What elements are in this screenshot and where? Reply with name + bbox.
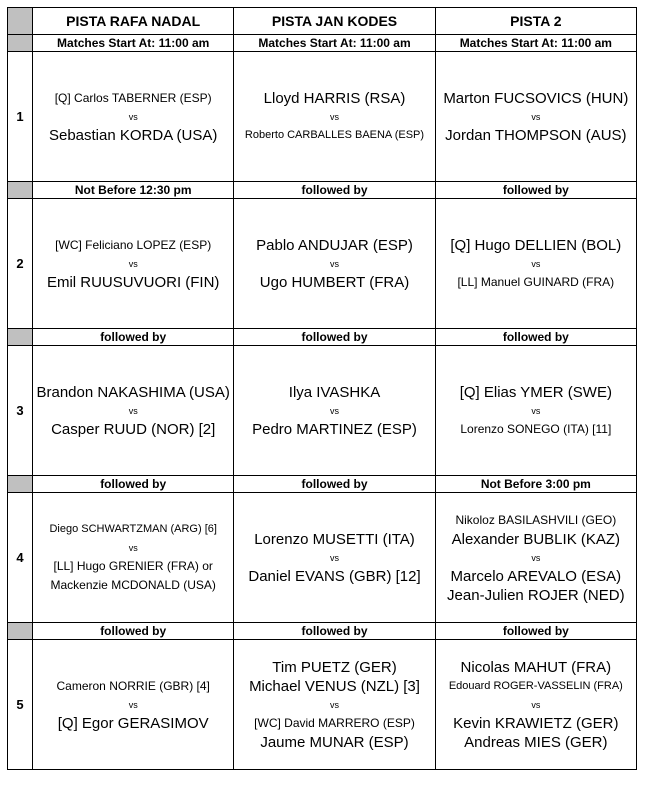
versus-label: vs (531, 111, 541, 122)
match-order-number: 5 (8, 640, 33, 770)
player-name: Lorenzo MUSETTI (ITA) (254, 530, 415, 548)
match-cell (234, 52, 435, 182)
match-cell (435, 346, 636, 476)
versus-label: vs (128, 258, 138, 269)
match-row (8, 640, 637, 770)
start-time-label: Matches Start At: 11:00 am (234, 35, 435, 52)
match-cell (234, 493, 435, 623)
player-name: Jordan THOMPSON (AUS) (445, 126, 627, 144)
match-cell (33, 346, 234, 476)
versus-label: vs (531, 405, 541, 416)
match-row (8, 199, 637, 329)
versus-label: vs (330, 258, 339, 269)
player-name: Mackenzie MCDONALD (USA) (50, 578, 216, 592)
match-cell (435, 640, 636, 770)
player-name: Michael VENUS (NZL) [3] (249, 677, 420, 695)
start-time-label: Matches Start At: 11:00 am (33, 35, 234, 52)
player-name: Alexander BUBLIK (KAZ) (451, 530, 621, 548)
order-note: followed by (234, 623, 435, 640)
versus-label: vs (330, 111, 339, 122)
match-order-number: 2 (8, 199, 33, 329)
player-name: Pedro MARTINEZ (ESP) (252, 420, 417, 438)
versus-label: vs (531, 552, 541, 563)
versus-label: vs (531, 258, 541, 269)
start-time-label: Matches Start At: 11:00 am (435, 35, 636, 52)
order-separator-row (8, 182, 637, 199)
match-order-number: 4 (8, 493, 33, 623)
versus-label: vs (531, 699, 541, 710)
player-name: Brandon NAKASHIMA (USA) (36, 383, 230, 401)
separator-cell (8, 329, 33, 346)
player-name: Ilya IVASHKA (288, 383, 381, 401)
versus-label: vs (128, 699, 138, 710)
player-name: Pablo ANDUJAR (ESP) (256, 236, 413, 254)
order-separator-row (8, 623, 637, 640)
order-note: followed by (33, 623, 234, 640)
player-name: Marcelo AREVALO (ESA) (450, 567, 622, 585)
match-cell (33, 52, 234, 182)
player-name: [LL] Hugo GRENIER (FRA) or (53, 559, 213, 573)
court-header-row (8, 8, 637, 35)
order-note: followed by (33, 476, 234, 493)
player-name: Sebastian KORDA (USA) (48, 126, 218, 144)
match-cell (435, 199, 636, 329)
player-name: Ugo HUMBERT (FRA) (259, 273, 410, 291)
match-order-number: 1 (8, 52, 33, 182)
match-cell (435, 52, 636, 182)
player-name: [WC] Feliciano LOPEZ (ESP) (55, 237, 212, 252)
player-name: Jean-Julien ROJER (NED) (447, 586, 625, 604)
court-header: PISTA RAFA NADAL (33, 8, 234, 35)
match-cell (234, 346, 435, 476)
order-note: Not Before 3:00 pm (435, 476, 636, 493)
player-name: [Q] Egor GERASIMOV (57, 714, 209, 732)
match-cell (33, 493, 234, 623)
order-note: followed by (33, 329, 234, 346)
player-name: Diego SCHWARTZMAN (ARG) [6] (49, 523, 217, 535)
order-separator-row (8, 329, 637, 346)
player-name: Marton FUCSOVICS (HUN) (443, 89, 629, 107)
separator-cell (8, 35, 33, 52)
player-name: [Q] Elias YMER (SWE) (459, 383, 612, 401)
player-name: Lloyd HARRIS (RSA) (263, 89, 406, 107)
player-name: Kevin KRAWIETZ (GER) (453, 714, 619, 732)
order-separator-row (8, 476, 637, 493)
versus-label: vs (330, 699, 339, 710)
order-note: followed by (435, 329, 636, 346)
player-name: Nikoloz BASILASHVILI (GEO) (455, 512, 617, 527)
start-time-row (8, 35, 637, 52)
match-cell (33, 199, 234, 329)
court-header: PISTA JAN KODES (234, 8, 435, 35)
versus-label: vs (128, 405, 138, 416)
player-name: Jaume MUNAR (ESP) (260, 733, 409, 751)
player-name: Lorenzo SONEGO (ITA) [11] (460, 421, 612, 436)
order-note: followed by (435, 182, 636, 199)
order-note: followed by (234, 476, 435, 493)
player-name: [WC] David MARRERO (ESP) (254, 715, 415, 730)
order-note: followed by (234, 329, 435, 346)
match-cell (435, 493, 636, 623)
order-note: Not Before 12:30 pm (33, 182, 234, 199)
player-name: Cameron NORRIE (GBR) [4] (56, 678, 210, 693)
player-name: Roberto CARBALLES BAENA (ESP) (244, 128, 425, 141)
order-note: followed by (234, 182, 435, 199)
match-row (8, 493, 637, 623)
schedule-body (8, 8, 637, 770)
corner-cell (8, 8, 33, 35)
separator-cell (8, 476, 33, 493)
separator-cell (8, 182, 33, 199)
player-name: Edouard ROGER-VASSELIN (FRA) (448, 679, 623, 692)
separator-cell (8, 623, 33, 640)
player-name: Andreas MIES (GER) (464, 733, 608, 751)
match-row (8, 346, 637, 476)
match-cell (234, 640, 435, 770)
versus-label: vs (128, 543, 138, 553)
versus-label: vs (330, 552, 339, 563)
player-name: [Q] Hugo DELLIEN (BOL) (450, 236, 622, 254)
match-cell (33, 640, 234, 770)
player-name: Nicolas MAHUT (FRA) (460, 658, 612, 676)
match-row (8, 52, 637, 182)
player-name: Daniel EVANS (GBR) [12] (248, 567, 421, 585)
player-name: Tim PUETZ (GER) (272, 658, 397, 676)
match-order-number: 3 (8, 346, 33, 476)
player-name: Casper RUUD (NOR) [2] (51, 420, 216, 438)
order-of-play-table (7, 7, 637, 770)
versus-label: vs (128, 111, 138, 122)
player-name: Emil RUUSUVUORI (FIN) (46, 273, 220, 291)
player-name: [LL] Manuel GUINARD (FRA) (457, 274, 615, 289)
match-cell (234, 199, 435, 329)
versus-label: vs (330, 405, 339, 416)
player-name: [Q] Carlos TABERNER (ESP) (54, 90, 212, 105)
court-header: PISTA 2 (435, 8, 636, 35)
order-note: followed by (435, 623, 636, 640)
